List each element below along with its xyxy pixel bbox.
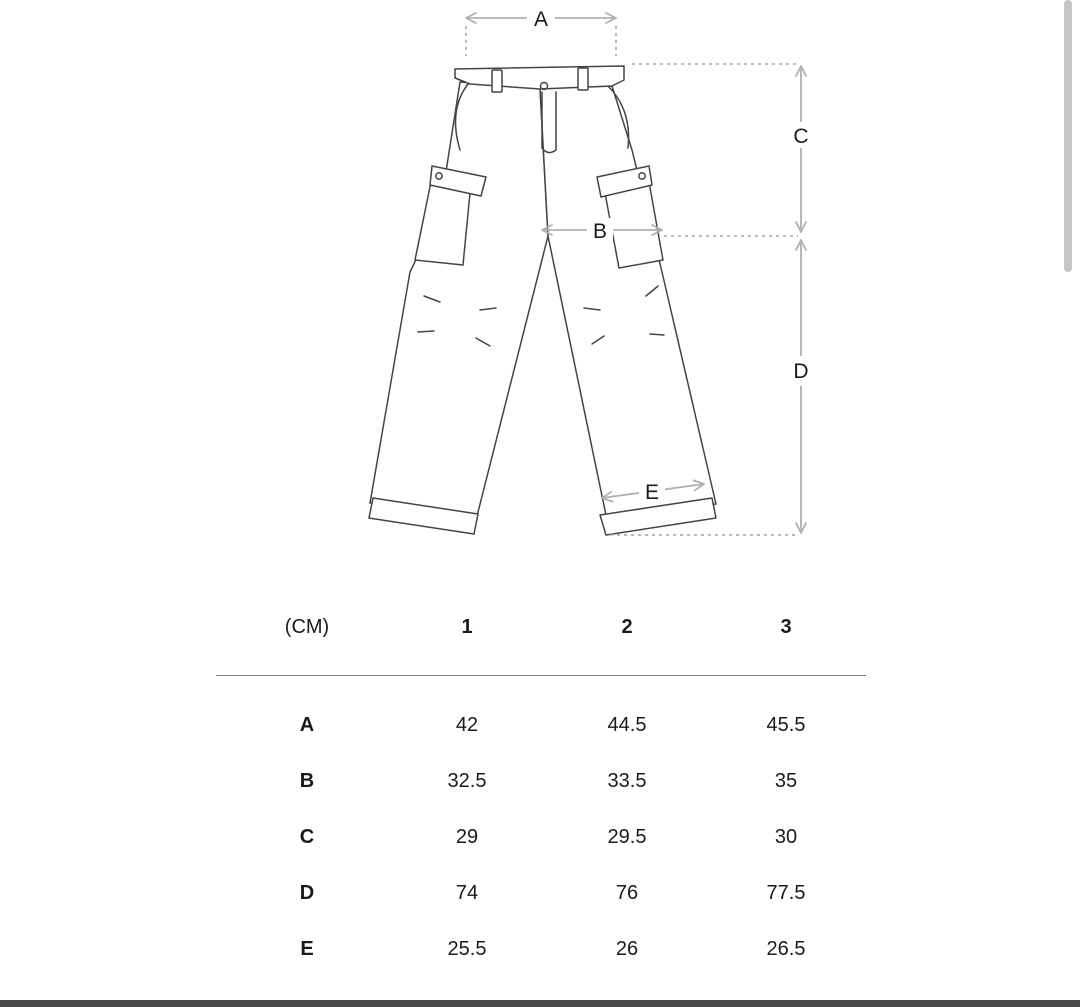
size-header-2: 2 [621, 616, 633, 638]
table-cell: 44.5 [607, 714, 647, 736]
size-header-1: 1 [461, 616, 473, 638]
dimension-c [632, 64, 814, 232]
label-c: C [793, 125, 809, 148]
table-cell: 26 [615, 938, 639, 960]
table-cell: 32.5 [447, 770, 487, 792]
table-cell: 74 [455, 882, 479, 904]
belt-loop-right [578, 68, 588, 90]
row-label-e: E [300, 938, 314, 960]
table-cell: 42 [455, 714, 479, 736]
belt-loop-left [492, 70, 502, 92]
right-leg [540, 86, 716, 520]
table-cell: 35 [774, 770, 798, 792]
table-cell: 25.5 [447, 938, 487, 960]
pants-illustration [369, 66, 716, 535]
label-a: A [533, 8, 549, 31]
size-header-3: 3 [780, 616, 792, 638]
table-cell: 45.5 [766, 714, 806, 736]
table-cell: 29.5 [607, 826, 647, 848]
table-cell: 76 [615, 882, 639, 904]
table-cell: 29 [455, 826, 479, 848]
row-label-a: A [299, 714, 315, 736]
row-label-b: B [299, 770, 315, 792]
label-b: B [592, 220, 608, 243]
table-cell: 33.5 [607, 770, 647, 792]
table-cell: 30 [774, 826, 798, 848]
label-e: E [644, 481, 660, 504]
row-label-c: C [299, 826, 315, 848]
table-cell: 77.5 [766, 882, 806, 904]
row-label-d: D [299, 882, 315, 904]
table-cell: 26.5 [766, 938, 806, 960]
dimension-a [466, 6, 616, 56]
label-d: D [793, 360, 809, 383]
cargo-pocket-left [415, 182, 470, 265]
table-divider [216, 675, 866, 676]
bottom-edge-bar [0, 1000, 1080, 1007]
unit-label: (CM) [284, 616, 330, 638]
scrollbar-thumb[interactable] [1064, 0, 1072, 272]
